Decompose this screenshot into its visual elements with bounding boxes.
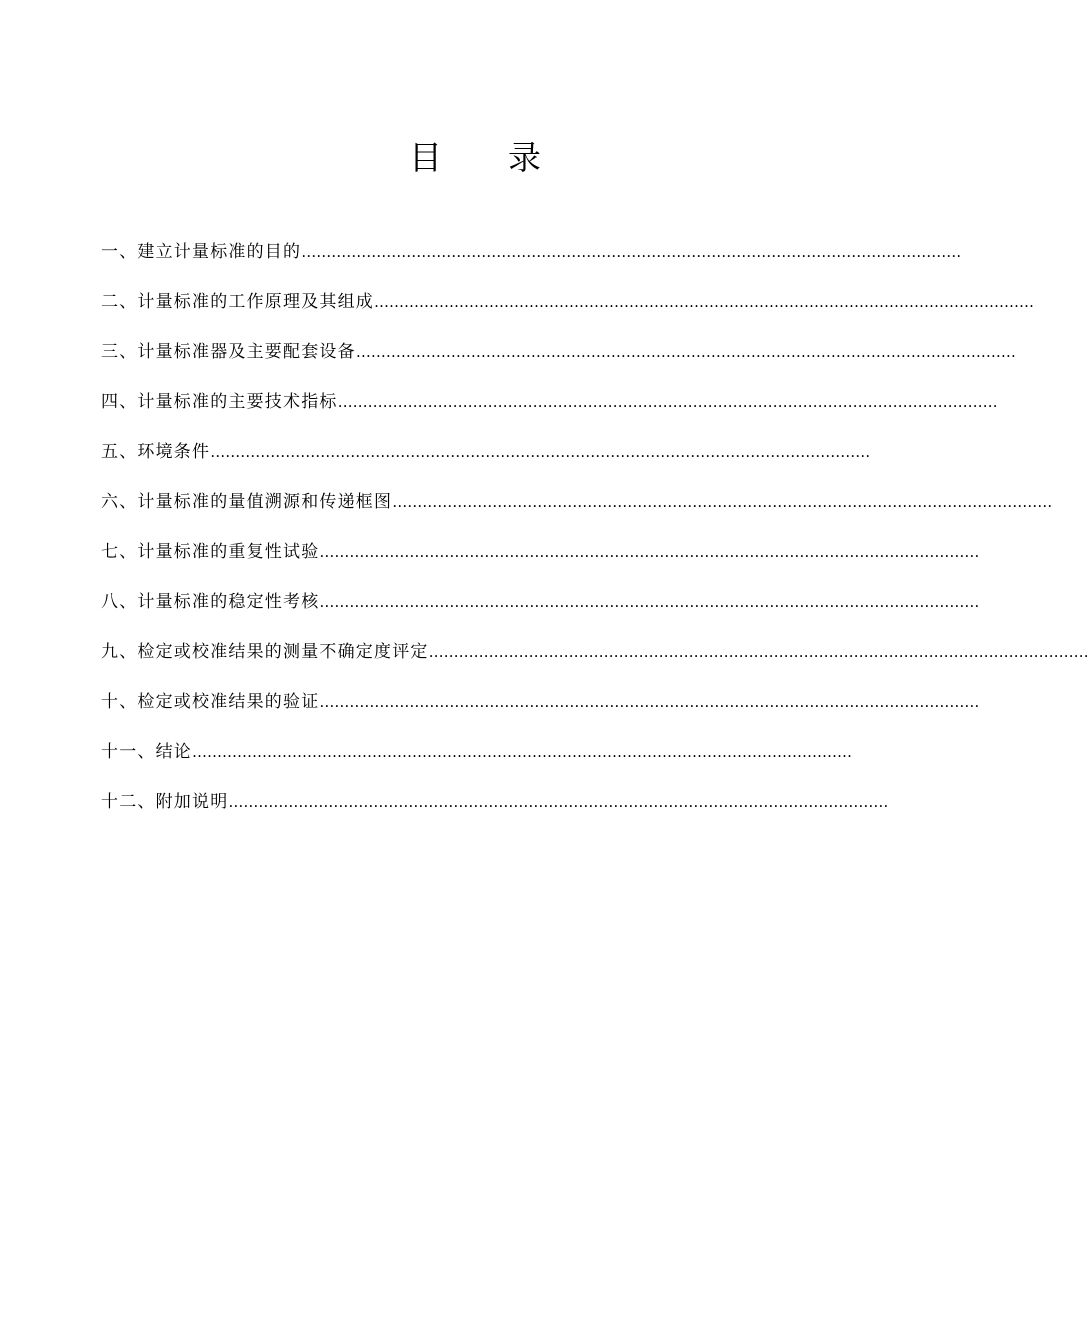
toc-entry-label: 四、计量标准的主要技术指标 — [101, 392, 338, 412]
toc-leader-dots: …………………………………………………………………………………………………………………… — [355, 343, 1016, 361]
toc-leader-dots: …………………………………………………………………………………………………………………… — [319, 593, 980, 611]
toc-entry-label: 六、计量标准的量值溯源和传递框图 — [101, 492, 393, 512]
toc-leader-dots: …………………………………………………………………………………………………………………… — [210, 443, 871, 461]
toc-entry-label: 五、环境条件 — [101, 442, 211, 462]
toc-leader-dots: …………………………………………………………………………………………………………………… — [319, 693, 980, 711]
toc-leader-dots: …………………………………………………………………………………………………………………… — [374, 293, 1034, 311]
title-char-2: 录 — [508, 138, 541, 177]
toc-item[interactable] — [101, 327, 1016, 377]
toc-leader-dots: …………………………………………………………………………………………………………………… — [228, 793, 889, 811]
toc-entry-label: 八、计量标准的稳定性考核 — [101, 592, 320, 612]
toc-entry-label: 七、计量标准的重复性试验 — [101, 542, 320, 562]
toc-item[interactable] — [101, 527, 980, 577]
toc-entry-label: 十、检定或校准结果的验证 — [101, 692, 320, 712]
table-of-contents — [101, 227, 1089, 827]
toc-entry-label: 十二、附加说明 — [101, 792, 229, 812]
toc-item[interactable] — [101, 377, 998, 427]
toc-leader-dots: …………………………………………………………………………………………………………………… — [319, 543, 980, 561]
toc-leader-dots: …………………………………………………………………………………………………………………… — [337, 393, 998, 411]
toc-item[interactable] — [101, 477, 1053, 527]
toc-entry-label: 十一、结论 — [101, 742, 192, 762]
toc-item[interactable] — [101, 627, 1089, 677]
toc-leader-dots: …………………………………………………………………………………………………………………… — [392, 493, 1053, 511]
toc-entry-label: 一、建立计量标准的目的 — [101, 242, 302, 262]
toc-item[interactable] — [101, 727, 852, 777]
toc-leader-dots: …………………………………………………………………………………………………………………… — [301, 243, 962, 261]
toc-item[interactable] — [101, 577, 980, 627]
toc-item[interactable] — [101, 227, 962, 277]
toc-leader-dots: …………………………………………………………………………………………………………………… — [192, 743, 852, 761]
title-char-1: 目 — [409, 138, 442, 177]
toc-item[interactable] — [101, 277, 1034, 327]
page-title — [0, 136, 950, 180]
toc-entry-label: 二、计量标准的工作原理及其组成 — [101, 292, 374, 312]
toc-item[interactable] — [101, 777, 889, 827]
toc-entry-label: 九、检定或校准结果的测量不确定度评定 — [101, 642, 429, 662]
toc-item[interactable] — [101, 677, 980, 727]
toc-item[interactable] — [101, 427, 871, 477]
toc-leader-dots: …………………………………………………………………………………………………………………… — [428, 643, 1089, 661]
toc-entry-label: 三、计量标准器及主要配套设备 — [101, 342, 356, 362]
